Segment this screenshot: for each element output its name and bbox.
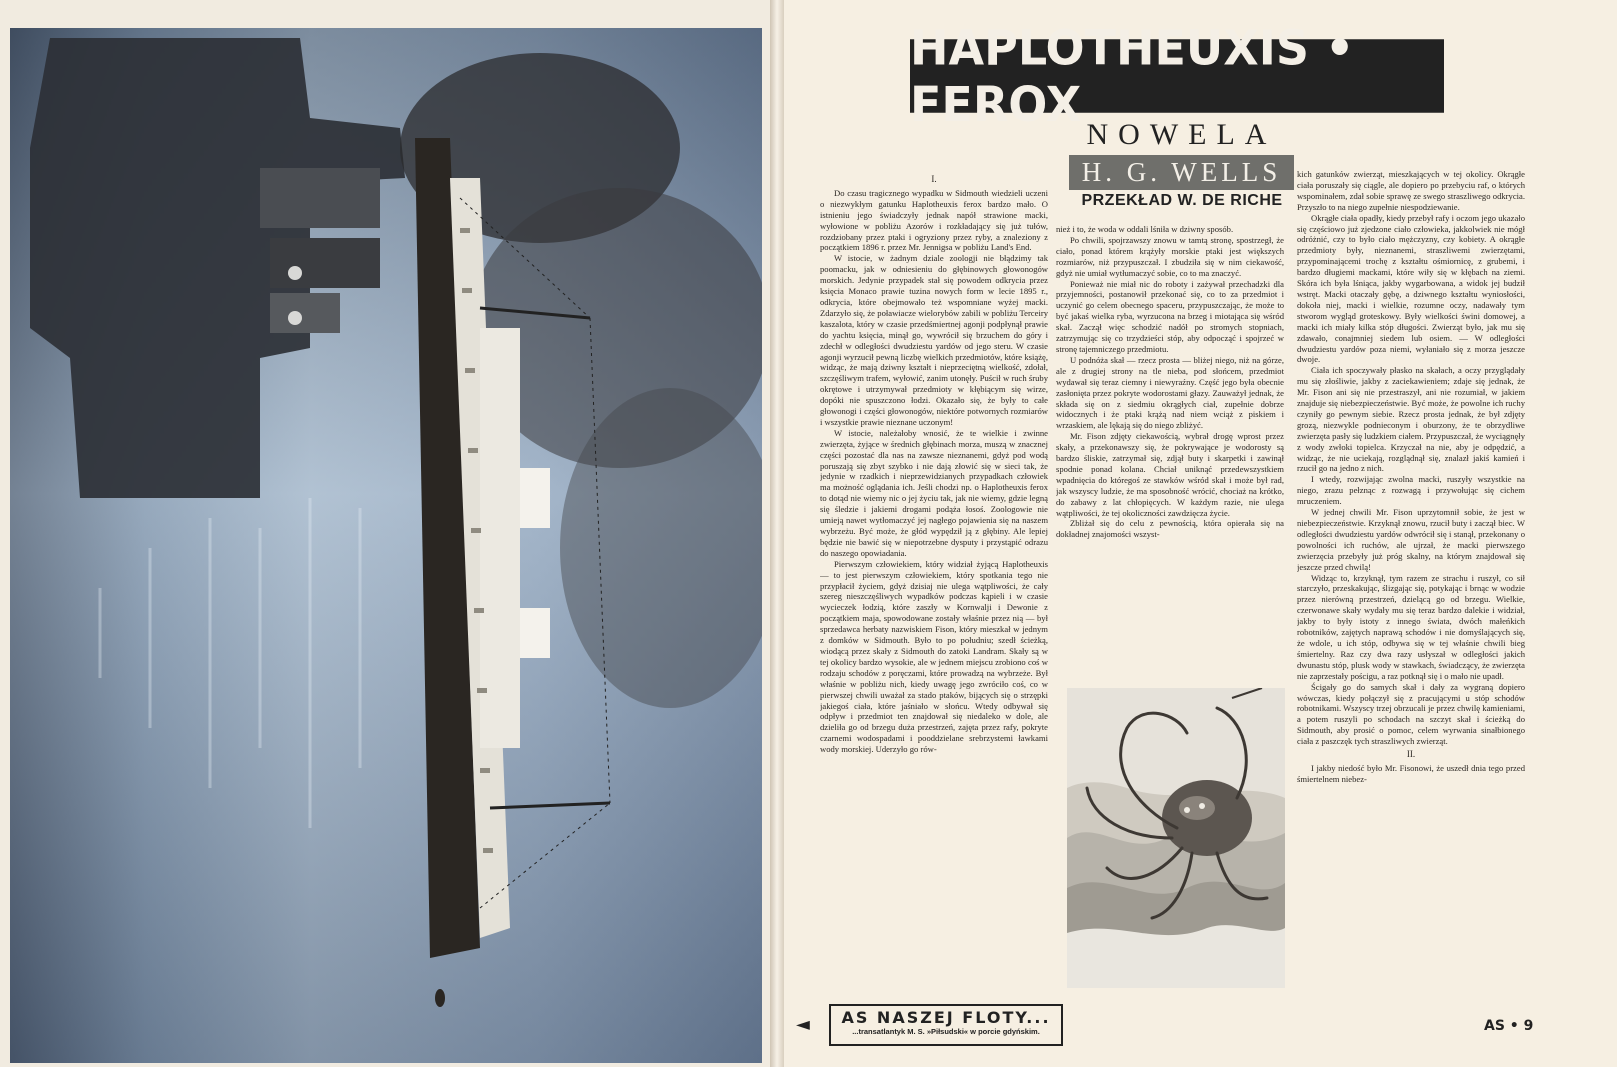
paragraph: I jakby niedość było Mr. Fisonowi, że uszedł dnia tego przed śmiertelnem niebez- bbox=[1297, 762, 1525, 784]
caption-subtitle: ...transatlantyk M. S. »Piłsudski« w porcie gdyńskim. bbox=[852, 1027, 1040, 1036]
text-column-1 bbox=[820, 172, 1048, 1004]
paragraph: Po chwili, spojrzawszy znowu w tamtą stronę, spostrzegł, że ciało, ponad którem krążyły morskie ptaki jest większych rozmiarów, niż przypuszczał. I zbudziła się w nim ciekawość, gdyż nie umiał wytłumaczyć sobie, co to ma znaczyć. bbox=[1056, 234, 1284, 278]
paragraph: Mr. Fison zdjęty ciekawością, wybrał drogę wprost przez skały, a przekonawszy się, że pokrywające je wodorosty są bardzo śliskie, zatrzymał się, zdjął buty i skarpetki i zawinął spodnie ponad kolana. Chciał uniknąć przedewszystkiem wpadnięcia do któregoś ze stawków wśród skał i może był rad, jak wszyscy ludzie, że ma sposobność wrócić, chociaż na krótko, do zabawy z lat chłopięcych. W każdym razie, nie ulega wątpliwości, że tej okoliczności zawdzięcza życie. bbox=[1056, 431, 1284, 518]
section-heading-2: II. bbox=[1406, 749, 1416, 760]
caption-title: AS NASZEJ FLOTY... bbox=[841, 1008, 1051, 1027]
paragraph: Ponieważ nie miał nic do roboty i zażywał przechadzki dla przyjemności, postanowił przekonać się, co to za przedmiot i uczynić go celem obecnego spaceru, przypuszczając, że może to być jakaś wielka ryba, wyrzucona na brzeg i miotająca się wśród skał. Zaczął więc schodzić nadół po stromych stopniach, zatrzymując się co trzydzieści stóp, aby odpocząć i spojrzeć w stronę tajemniczego przedmiotu. bbox=[1056, 278, 1284, 354]
page-gutter bbox=[770, 0, 784, 1067]
article-subtitle: NOWELA bbox=[1086, 118, 1277, 151]
photo-caption bbox=[829, 1004, 1063, 1046]
article-author: H. G. WELLS bbox=[1069, 155, 1294, 190]
octopus-drawing bbox=[1067, 688, 1285, 988]
section-heading-1: I. bbox=[931, 174, 937, 184]
article-title: HAPLOTHEUXIS • FEROX bbox=[910, 39, 1444, 113]
paragraph: W jednej chwili Mr. Fison uprzytomnił sobie, że jest w niebezpieczeństwie. Krzyknął znowu, rzucił buty i zaczął biec. W odległości dwudziestu yardów odwrócił się i stanął, przekonany o powolności ich ruchów, ale ujrzał, że macki pierwszego zwierzęcia przebyły już próg skalny, na którym znajdował się jeszcze przed chwilą! bbox=[1297, 507, 1525, 572]
paragraph: U podnóża skał — rzecz prosta — bliżej niego, niż na górze, ale z drugiej strony na tle nieba, pod słońcem, przedmiot wydawał się teraz ciemny i niewyraźny. Część jego była obecnie zasłonięta przez pokryte wodorostami głazy. Zauważył jednak, że składa się on z siedmiu okrągłych ciał, zupełnie dobrze widocznych i że ptaki krążą nad niem wciąż z piskiem i wrzaskiem, ale lękają się do niego zbliżyć. bbox=[1056, 354, 1284, 431]
octopus-illustration bbox=[1067, 688, 1285, 988]
article-translator: PRZEKŁAD W. DE RICHE bbox=[1081, 192, 1283, 209]
paragraph: Zbliżał się do celu z pewnością, która opierała się na dokładnej znajomości wszyst- bbox=[1056, 518, 1284, 540]
paragraph: Pierwszym człowiekiem, który widział żyjącą Haplotheuxis — to jest pierwszym człowiekiem, który spotkania tego nie przypłacił życiem, gdyż dzisiaj nie ulega wątpliwości, że cały szereg nieszczęśliwych wypadków podczas kąpieli i w czasie wycieczek łodzią, które zaszły w Kornwalji i Dewonie z początkiem maja, spowodowane zostały właśnie przez nią — był sprzedawca herbaty nazwiskiem Fison, który mieszkał w jednym z domków w Sidmouth. Było to po południu; szedł ścieżką, wiodącą przez skały z Sidmouth do zatoki Landram. Skały są w tej okolicy bardzo wysokie, ale w jednem miejscu zrobiono coś w rodzaju schodów z poręczami, które prowadzą na wybrzeże. Był właśnie w pobliżu nich, kiedy uwagę jego zwróciło coś, co w pierwszej chwili uważał za stado ptaków, bijących się o strzępki jakiegoś ciała, które jaśniało w słońcu. Wtedy odbywał się odpływ i przedmiot ten znajdował się niedaleko w dole, ale dzieliła go od brzegu duża przestrzeń, zajęta przez rafy, pokryte czarnemi wodospadami i pooddzielane srebrzystemi ławkami wody morskiej. Uderzyło go rów- bbox=[820, 558, 1048, 755]
arrow-left-icon: ◄ bbox=[796, 1014, 810, 1035]
ship-photo-drawing bbox=[10, 28, 762, 1063]
left-page bbox=[0, 0, 770, 1067]
paragraph: Ścigały go do samych skał i dały za wygraną dopiero wówczas, kiedy połączył się z pracującymi u stóp schodów robotnikami. Wszyscy trzej obrzucali je przez chwilę kamieniami, a potem ruszyli po schodach na szczyt skał i ścieżką do Sidmouth, aby prosić o pomoc, celem wyrwania sinałbionego ciała z paszczęk tych straszliwych zwierząt. bbox=[1297, 681, 1525, 747]
text-column-2 bbox=[1056, 224, 1284, 690]
paragraph: Widząc to, krzyknął, tym razem ze strachu i ruszył, co sił starczyło, przeskakując, ślizgając się, potykając i brnąc w wodzie przez nierówną przestrzeń, dzielącą go od brzegu. Wielkie, czerwonawe skały wydały mu się teraz bardzo dalekie i widział, jakby to były istoty z innego świata, dwóch małeńkich robotników, zajętych naprawą schodów i nie domyślających się, że wdole, u ich stóp, odbywa się w tej właśnie chwili bieg śmiertelny. Raz czy dwa razy usłyszał w odległości jakich dwunastu stóp, plusk wody w stawkach, świadczący, że zwierzęta nie zaprzestały pościgu, a raz potknął się i o mało nie upadł. bbox=[1297, 572, 1525, 681]
paragraph: Ciała ich spoczywały płasko na skałach, a oczy przyglądały mu się złośliwie, jakby z zaciekawieniem; zdaje się jednak, że Mr. Fison ani się nie przestraszył, ani nie rozumiał, w jakiem znajduje się niebezpieczeństwie. Być może, że powolne ich ruchy czyniły go pewnym siebie. Rzecz prosta jednak, że był zdjęty grozą, niezwykle podnieconym i oburzony, że te obrzydliwe zwierzęta pasły się ludzkiem ciałem. Przypuszczał, że wyciągnęły z wody zwłoki topielca. Krzyczał na nie, aby je odpędzić, a widząc, że nie uciekają, rozglądnął się, znalazł jakiś kamień i rzucił go na jedno z nich. bbox=[1297, 365, 1525, 474]
right-page bbox=[784, 0, 1617, 1067]
paragraph: W istocie, należałoby wnosić, że te wielkie i zwinne zwierzęta, żyjące w średnich głębinach morza, muszą w znacznej części pozostać dla nas na zawsze nieznanemi, gdyż pod wodą poruszają się zbyt szybko i nie dają złowić się w sieci tak, że jedynie w rzadkich i nieprzewidzianych przypadkach człowiek ma możność oglądania ich. Jeśli chodzi np. o Haplotheuxis ferox to dotąd nie wiemy nic o jej życiu tak, jak nie wiemy, gdzie legną się śledzie i jakiemi drogami podąża łosoś. Zoologowie nie umieją nawet wytłomaczyć jej nagłego pojawienia się na naszem wybrzeżu. Być może, że głód wypędził ją z głębiny. Ale lepiej będzie nie bawić się w niepotrzebne dysputy i przystąpić odrazu do naszego opowiadania. bbox=[820, 427, 1048, 558]
paragraph: W istocie, w żadnym dziale zoologji nie błądzimy tak poomacku, jak w odniesieniu do głębinowych głowonogów morskich. Jedynie przypadek stał się powodem odkrycia przez księcia Monaco prawie tuzina nowych form w lecie 1895 r., odkrycia, które obejmowało też wspomniane wyżej macki. Zdarzyło się, że poławiacze wielorybów zabili w pobliżu Terceiry kaszalota, który w czasie przedśmiertnej agonji podpłynął prawie do yachtu księcia, minął go, wywrócił się brzuchem do góry i zdechł w odległości dwudziestu yardów od jego steru. W czasie agonji wyrzucił pewną liczbę wielkich przedmiotów, które książę, widząc, że mają dziwny kształt i nieprzeciętną wielkość, zdołał, szczęśliwym trafem, wyłowić, zanim utonęły. Puścił w ruch śruby okrętowe i utrzymywał przedmioty w kłębiącym się wirze, dopóki nie spuszczono łodzi. Okazało się, że były to całe głowonogi i części głowonogów, niektóre potwornych rozmiarów i wszystkie prawie nieznane uczonym! bbox=[820, 253, 1048, 427]
paragraph: nież i to, że woda w oddali lśniła w dziwny sposób. bbox=[1056, 224, 1234, 234]
paragraph: kich gatunków zwierząt, mieszkających w tej okolicy. Okrągłe ciała poruszały się ciągle, ale dopiero po przebyciu raf, o których wspominałem, zdał sobie sprawę ze swego straszliwego odkrycia. Przyszło to na niego zupełnie niespodziewanie. bbox=[1297, 169, 1525, 212]
text-column-3 bbox=[1297, 169, 1525, 1044]
paragraph: Do czasu tragicznego wypadku w Sidmouth wiedzieli uczeni o niezwykłym gatunku Haplotheuxis ferox bardzo mało. O istnieniu jego świadczyły jednak napół strawione macki, wyłowione w pobliżu Azorów i rozkładający się już tułów, rozdziobany przez ptaki i ogryziony przez ryby, a znaleziony z początkiem 1896 r. przez Mr. Jennigsa w pobliżu Land's End. bbox=[820, 187, 1048, 253]
paragraph: I wtedy, rozwijając zwolna macki, ruszyły wszystkie na niego, zrazu pełznąc z rozwagą i przywołując się cichem mruczeniem. bbox=[1297, 474, 1525, 507]
page-number: AS • 9 bbox=[1484, 1018, 1534, 1034]
paragraph: Okrągłe ciała opadły, kiedy przebył rafy i oczom jego ukazało się częściowo już zjedzone ciało człowieka, jakkolwiek nie mógł odróżnić, czy to było ciało mężczyzny, czy kobiety. A okrągłe przedmioty były, nieznanemi, straszliwemi zwierzętami, przypominającemi trochę z kształtu ośmiornicę, z grubemi, i bardzo długiemi mackami, które wiły się w kłębach na ziemi. Skóra ich była lśniąca, jakby wygarbowana, a widok jej budził wstręt. Macki otaczały gębę, a dziwnego kształtu wyniosłości, dokoła niej, macki i wielkie, rozumne oczy, nadawały tym stworom wygląd groteskowy. Były wielkości świni domowej, a macki ich miały kilka stóp długości. Zwierząt było, jak mu się zdawało, conajmniej siedem lub osiem. — W odległości dwudziestu yardów poza niemi, wyłaniało się z morza jeszcze dwoje. bbox=[1297, 212, 1525, 365]
ship-photo bbox=[10, 28, 762, 1063]
